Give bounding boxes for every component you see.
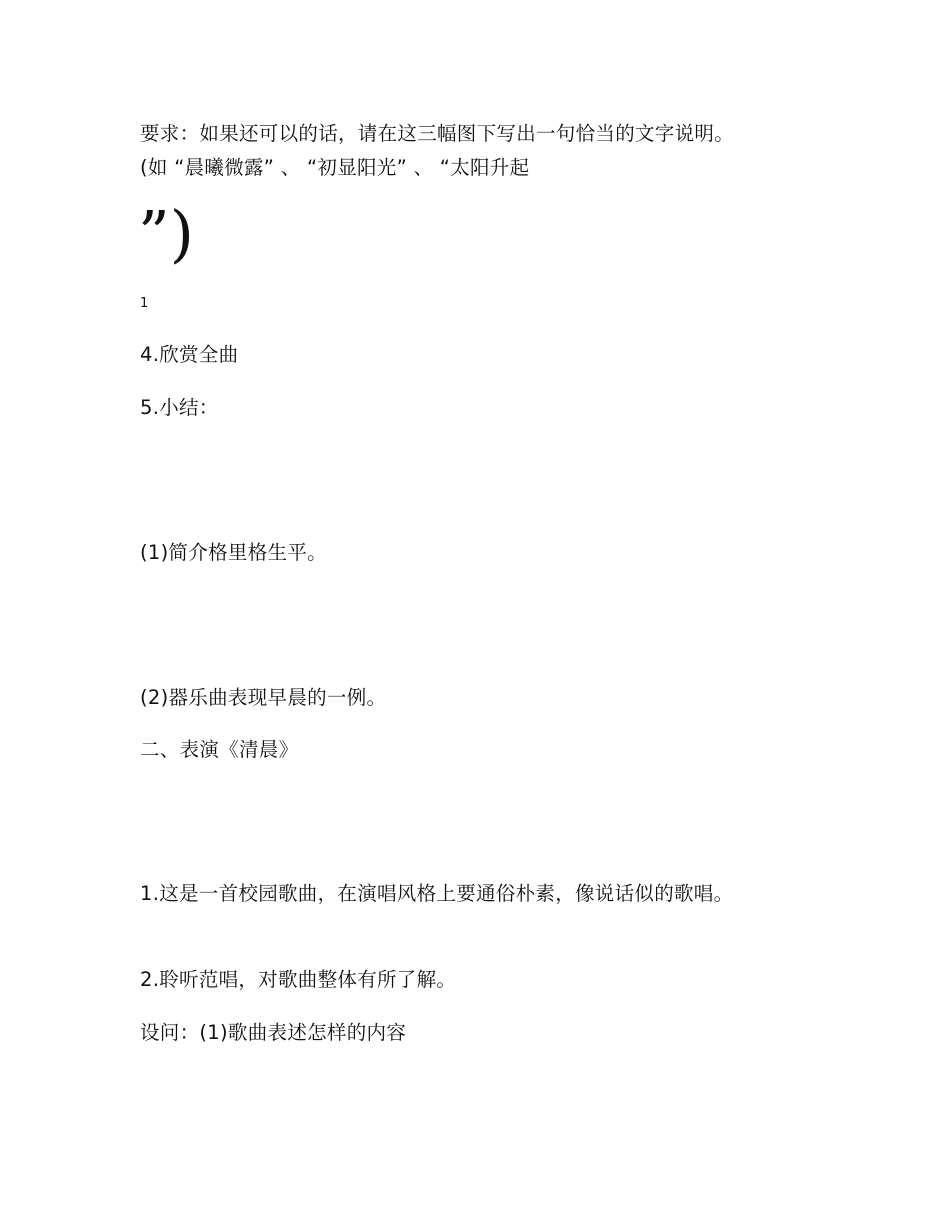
step-4-heading: 4.欣赏全曲 [140,343,239,366]
performance-point-2: 2.聆听范唱，对歌曲整体有所了解。 [140,968,457,991]
step-5-heading: 5.小结： [140,396,219,419]
section-2-heading: 二、表演《清晨》 [140,738,299,761]
summary-item-2: (2)器乐曲表现早晨的一例。 [140,686,387,709]
summary-item-1: (1)简介格里格生平。 [140,541,327,564]
question-line: 设问：(1)歌曲表述怎样的内容 [140,1021,407,1044]
example-captions-line: (如 “晨曦微露” 、 “初显阳光” 、 “太阳升起 [140,156,530,179]
performance-point-1: 1.这是一首校园歌曲，在演唱风格上要通俗朴素，像说话似的歌唱。 [140,882,734,905]
closing-quote-glyph: ”) [138,197,194,270]
page-number: 1 [140,296,149,311]
requirement-line: 要求：如果还可以的话，请在这三幅图下写出一句恰当的文字说明。 [140,122,735,145]
